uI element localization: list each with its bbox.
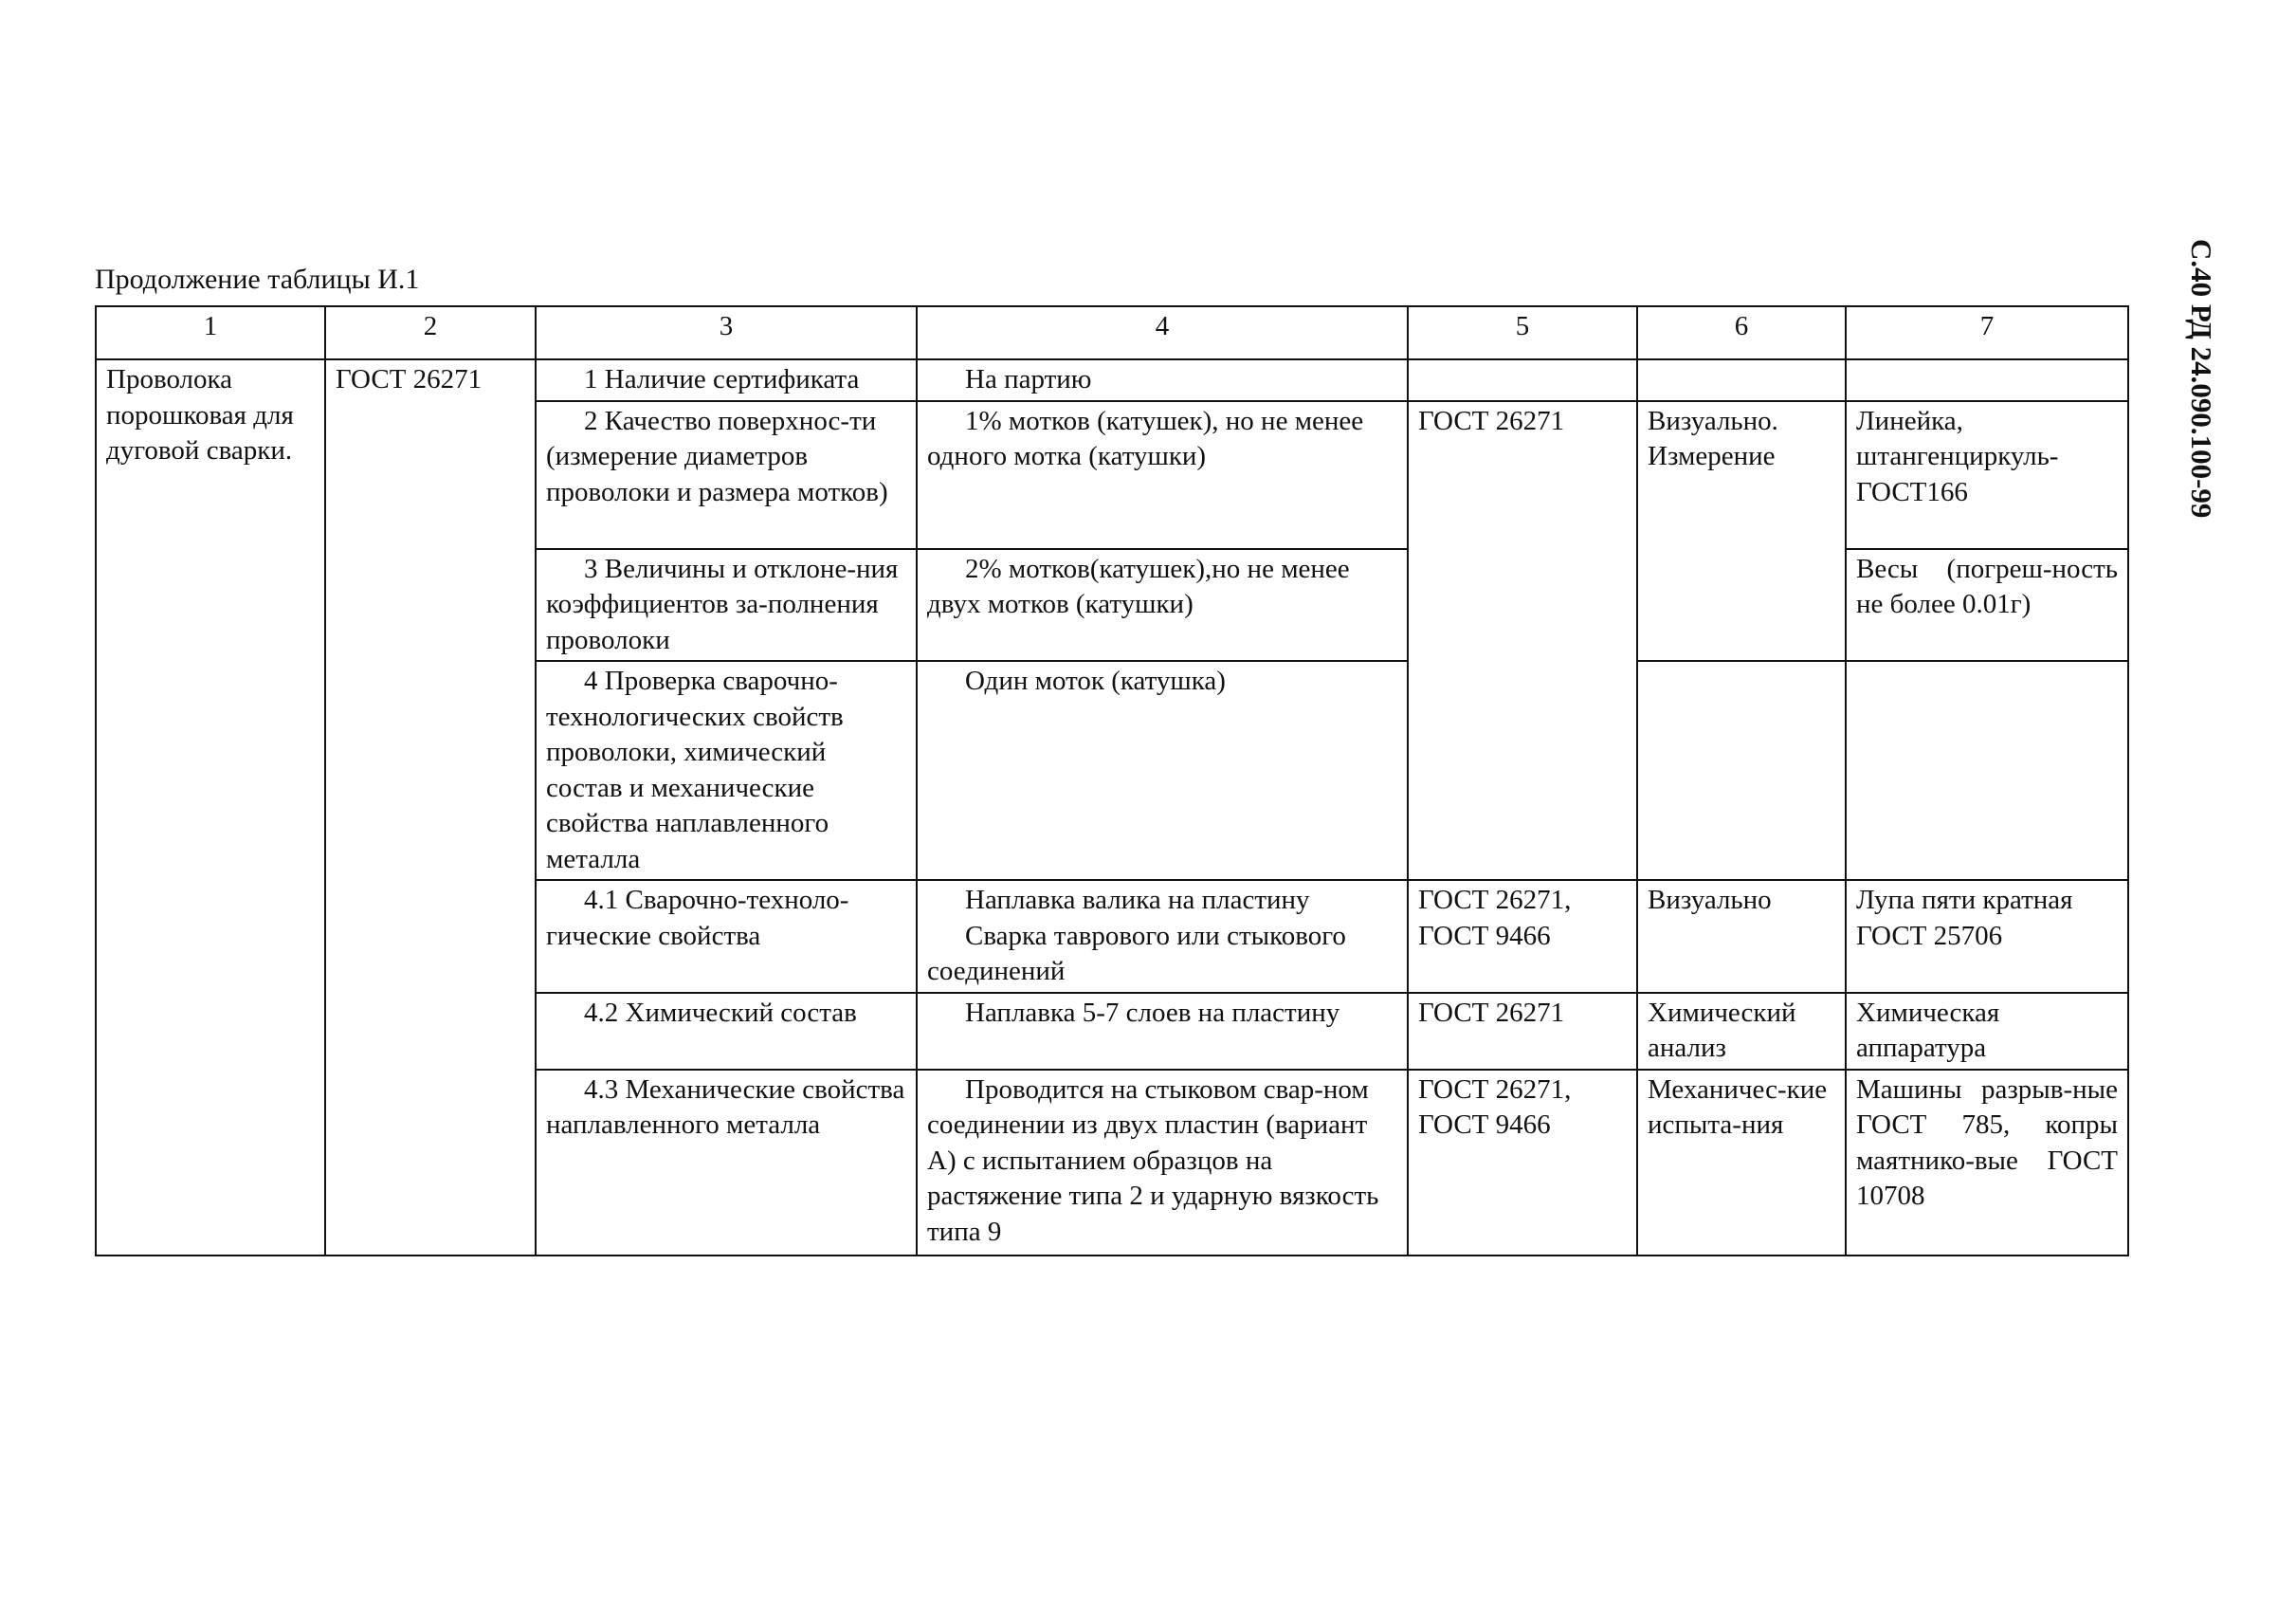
equipment-cell: Химическая аппаратура <box>1846 993 2128 1070</box>
equipment-cell: Весы (погреш-ность не более 0.01г) <box>1846 549 2128 662</box>
equipment-cell <box>1846 359 2128 401</box>
sample-size-cell: Проводится на стыковом свар-ном соединении из двух пластин (вариант А) с испытанием образцов на растяжение типа 2 и ударную вязкость типа 9 <box>917 1070 1408 1256</box>
sample-size-cell <box>917 880 1408 993</box>
equipment-cell: Линейка, штангенциркуль-ГОСТ166 <box>1846 401 2128 549</box>
check-item-cell: 4.3 Механические свойства наплавленного металла <box>536 1070 917 1256</box>
column-number-row <box>96 306 2128 359</box>
equipment-cell <box>1846 661 2128 880</box>
table-caption: Продолжение таблицы И.1 <box>95 264 420 295</box>
check-item-cell: 3 Величины и отклоне-ния коэффициентов за-полнения проволоки <box>536 549 917 662</box>
method-standard-cell: ГОСТ 26271 <box>1408 993 1637 1070</box>
sample-size-cell: На партию <box>917 359 1408 401</box>
equipment-cell: Машины разрыв-ные ГОСТ 785, копры маятнико-вые ГОСТ 10708 <box>1846 1070 2128 1256</box>
table-row <box>96 359 2128 401</box>
check-item-cell: 4.2 Химический состав <box>536 993 917 1070</box>
col-number-4: 4 <box>917 306 1408 359</box>
method-standard-cell: ГОСТ 26271, ГОСТ 9466 <box>1408 1070 1637 1256</box>
method-type-cell: Химический анализ <box>1637 993 1846 1070</box>
method-standard-cell: ГОСТ 26271 <box>1408 401 1637 881</box>
inspection-table <box>95 305 2129 1256</box>
method-type-cell: Механичес-кие испыта-ния <box>1637 1070 1846 1256</box>
method-type-cell: Визуально. Измерение <box>1637 401 1846 662</box>
sample-size-line: Наплавка валика на пластину <box>965 885 1310 915</box>
method-type-cell <box>1637 661 1846 880</box>
sample-size-cell: 1% мотков (катушек), но не менее одного мотка (катушки) <box>917 401 1408 549</box>
col-number-3: 3 <box>536 306 917 359</box>
col-number-5: 5 <box>1408 306 1637 359</box>
method-standard-cell <box>1408 359 1637 401</box>
product-standard-cell: ГОСТ 26271 <box>325 359 536 1256</box>
sample-size-cell: Наплавка 5-7 слоев на пластину <box>917 993 1408 1070</box>
col-number-6: 6 <box>1637 306 1846 359</box>
col-number-1: 1 <box>96 306 325 359</box>
col-number-2: 2 <box>325 306 536 359</box>
col-number-7: 7 <box>1846 306 2128 359</box>
equipment-cell: Лупа пяти кратная ГОСТ 25706 <box>1846 880 2128 993</box>
product-name-cell: Проволока порошковая для дуговой сварки. <box>96 359 325 1256</box>
check-item-cell: 1 Наличие сертификата <box>536 359 917 401</box>
sample-size-cell: 2% мотков(катушек),но не менее двух мотков (катушки) <box>917 549 1408 662</box>
sample-size-line: Сварка таврового или стыкового соединений <box>927 920 1346 986</box>
method-type-cell: Визуально <box>1637 880 1846 993</box>
check-item-cell: 4.1 Сварочно-техноло-гические свойства <box>536 880 917 993</box>
page-code: С.40 РД 24.090.100-99 <box>2185 239 2218 519</box>
method-standard-cell: ГОСТ 26271, ГОСТ 9466 <box>1408 880 1637 993</box>
check-item-cell: 2 Качество поверхнос-ти (измерение диаметров проволоки и размера мотков) <box>536 401 917 549</box>
method-type-cell <box>1637 359 1846 401</box>
sample-size-cell: Один моток (катушка) <box>917 661 1408 880</box>
check-item-cell: 4 Проверка сварочно-технологических свойств проволоки, химический состав и механические свойства наплавленного металла <box>536 661 917 880</box>
